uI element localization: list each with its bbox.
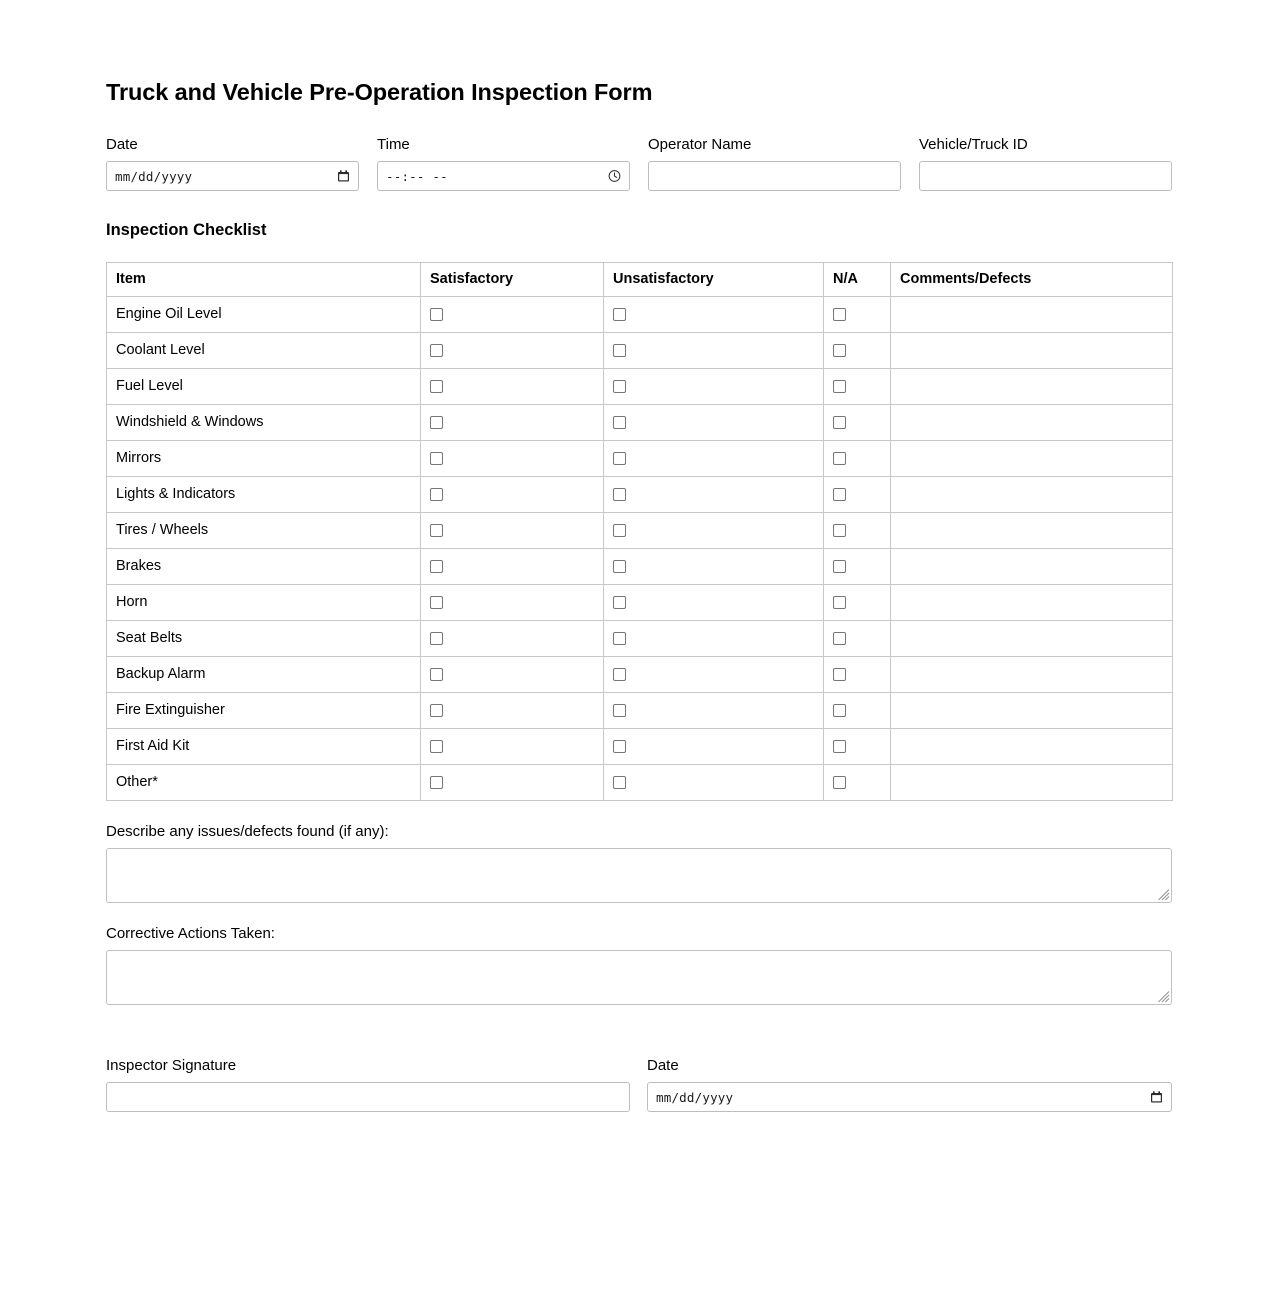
unsatisfactory-checkbox[interactable] — [613, 740, 626, 753]
na-checkbox-cell[interactable] — [824, 657, 891, 693]
checklist-item-label: Mirrors — [107, 441, 421, 477]
na-checkbox[interactable] — [833, 632, 846, 645]
unsatisfactory-checkbox[interactable] — [613, 704, 626, 717]
satisfactory-checkbox[interactable] — [430, 524, 443, 537]
na-checkbox[interactable] — [833, 560, 846, 573]
date-input[interactable] — [106, 161, 359, 191]
signature-date-field — [647, 1057, 1172, 1112]
na-checkbox[interactable] — [833, 488, 846, 501]
checklist-item-label: Engine Oil Level — [107, 297, 421, 333]
unsatisfactory-checkbox-cell[interactable] — [604, 333, 824, 369]
table-row — [107, 585, 1173, 621]
comments-defects-cell[interactable] — [891, 693, 1173, 729]
meta-field-operator-name — [648, 136, 901, 191]
inspector-signature-input[interactable] — [106, 1082, 630, 1112]
unsatisfactory-checkbox-cell[interactable] — [604, 585, 824, 621]
column-header: Unsatisfactory — [604, 263, 824, 297]
satisfactory-checkbox-cell[interactable] — [421, 765, 604, 801]
unsatisfactory-checkbox-cell[interactable] — [604, 657, 824, 693]
calendar-icon[interactable] — [337, 170, 350, 183]
inspection-checklist-table — [106, 262, 1173, 801]
satisfactory-checkbox-cell[interactable] — [421, 405, 604, 441]
satisfactory-checkbox-cell[interactable] — [421, 441, 604, 477]
table-row — [107, 405, 1173, 441]
unsatisfactory-checkbox[interactable] — [613, 488, 626, 501]
unsatisfactory-checkbox[interactable] — [613, 380, 626, 393]
table-row — [107, 693, 1173, 729]
comments-defects-cell[interactable] — [891, 477, 1173, 513]
column-header: Comments/Defects — [891, 263, 1173, 297]
satisfactory-checkbox[interactable] — [430, 776, 443, 789]
textarea-label: Corrective Actions Taken: — [106, 925, 275, 943]
na-checkbox-cell[interactable] — [824, 477, 891, 513]
meta-field-date — [106, 136, 359, 191]
text-input[interactable] — [648, 161, 901, 191]
comments-defects-cell[interactable] — [891, 297, 1173, 333]
meta-field-vehicle-truck-id — [919, 136, 1172, 191]
field-label: Time — [377, 136, 410, 154]
unsatisfactory-checkbox[interactable] — [613, 560, 626, 573]
satisfactory-checkbox[interactable] — [430, 308, 443, 321]
na-checkbox-cell[interactable] — [824, 693, 891, 729]
table-row — [107, 729, 1173, 765]
na-checkbox[interactable] — [833, 596, 846, 609]
checklist-item-label: Windshield & Windows — [107, 405, 421, 441]
checklist-item-label: Tires / Wheels — [107, 513, 421, 549]
na-checkbox-cell[interactable] — [824, 621, 891, 657]
clock-icon[interactable] — [608, 170, 621, 183]
comments-defects-cell[interactable] — [891, 549, 1173, 585]
unsatisfactory-checkbox-cell[interactable] — [604, 621, 824, 657]
satisfactory-checkbox[interactable] — [430, 740, 443, 753]
signature-date-input[interactable] — [647, 1082, 1172, 1112]
satisfactory-checkbox[interactable] — [430, 704, 443, 717]
unsatisfactory-checkbox-cell[interactable] — [604, 693, 824, 729]
time-input[interactable] — [377, 161, 630, 191]
na-checkbox[interactable] — [833, 380, 846, 393]
textarea-label: Describe any issues/defects found (if any): — [106, 823, 389, 841]
comments-defects-cell[interactable] — [891, 765, 1173, 801]
satisfactory-checkbox-cell[interactable] — [421, 369, 604, 405]
section-heading-inspection-checklist: Inspection Checklist — [106, 221, 267, 240]
unsatisfactory-checkbox[interactable] — [613, 632, 626, 645]
checklist-item-label: Lights & Indicators — [107, 477, 421, 513]
unsatisfactory-checkbox-cell[interactable] — [604, 477, 824, 513]
unsatisfactory-checkbox-cell[interactable] — [604, 513, 824, 549]
checklist-item-label: Seat Belts — [107, 621, 421, 657]
table-row — [107, 477, 1173, 513]
checklist-item-label: Backup Alarm — [107, 657, 421, 693]
column-header: Item — [107, 263, 421, 297]
satisfactory-checkbox-cell[interactable] — [421, 297, 604, 333]
satisfactory-checkbox-cell[interactable] — [421, 549, 604, 585]
table-row — [107, 333, 1173, 369]
comments-defects-cell[interactable] — [891, 657, 1173, 693]
satisfactory-checkbox[interactable] — [430, 668, 443, 681]
na-checkbox-cell[interactable] — [824, 441, 891, 477]
column-header: N/A — [824, 263, 891, 297]
unsatisfactory-checkbox[interactable] — [613, 452, 626, 465]
checklist-item-label: Horn — [107, 585, 421, 621]
comments-defects-cell[interactable] — [891, 513, 1173, 549]
checklist-item-label: Brakes — [107, 549, 421, 585]
satisfactory-checkbox[interactable] — [430, 452, 443, 465]
comments-defects-cell[interactable] — [891, 333, 1173, 369]
inspector-signature-field — [106, 1057, 630, 1112]
na-checkbox[interactable] — [833, 740, 846, 753]
unsatisfactory-checkbox-cell[interactable] — [604, 405, 824, 441]
na-checkbox[interactable] — [833, 308, 846, 321]
checklist-item-label: Fire Extinguisher — [107, 693, 421, 729]
satisfactory-checkbox-cell[interactable] — [421, 657, 604, 693]
na-checkbox-cell[interactable] — [824, 513, 891, 549]
comments-defects-cell[interactable] — [891, 369, 1173, 405]
satisfactory-checkbox[interactable] — [430, 488, 443, 501]
satisfactory-checkbox[interactable] — [430, 632, 443, 645]
unsatisfactory-checkbox[interactable] — [613, 416, 626, 429]
na-checkbox-cell[interactable] — [824, 549, 891, 585]
satisfactory-checkbox[interactable] — [430, 560, 443, 573]
checklist-item-label: Other* — [107, 765, 421, 801]
na-checkbox[interactable] — [833, 416, 846, 429]
na-checkbox-cell[interactable] — [824, 333, 891, 369]
field-label: Operator Name — [648, 136, 752, 154]
comments-defects-cell[interactable] — [891, 729, 1173, 765]
table-header — [107, 263, 1173, 297]
table-row — [107, 441, 1173, 477]
satisfactory-checkbox-cell[interactable] — [421, 585, 604, 621]
signature-date-placeholder: mm/dd/yyyy — [656, 1089, 734, 1105]
unsatisfactory-checkbox[interactable] — [613, 668, 626, 681]
na-checkbox[interactable] — [833, 704, 846, 717]
checklist-item-label: Fuel Level — [107, 369, 421, 405]
satisfactory-checkbox-cell[interactable] — [421, 477, 604, 513]
table-row — [107, 765, 1173, 801]
input-placeholder: --:-- -- — [386, 168, 448, 184]
satisfactory-checkbox-cell[interactable] — [421, 693, 604, 729]
table-row — [107, 657, 1173, 693]
signature-row — [106, 1057, 1172, 1112]
table-row — [107, 369, 1173, 405]
na-checkbox-cell[interactable] — [824, 765, 891, 801]
satisfactory-checkbox-cell[interactable] — [421, 729, 604, 765]
na-checkbox[interactable] — [833, 344, 846, 357]
textarea-sections — [106, 823, 1172, 1005]
satisfactory-checkbox[interactable] — [430, 596, 443, 609]
unsatisfactory-checkbox[interactable] — [613, 308, 626, 321]
unsatisfactory-checkbox-cell[interactable] — [604, 729, 824, 765]
satisfactory-checkbox-cell[interactable] — [421, 621, 604, 657]
table-header-row — [107, 263, 1173, 297]
signature-date-label: Date — [647, 1057, 679, 1075]
unsatisfactory-checkbox-cell[interactable] — [604, 549, 824, 585]
na-checkbox[interactable] — [833, 524, 846, 537]
unsatisfactory-checkbox-cell[interactable] — [604, 297, 824, 333]
inspector-signature-label: Inspector Signature — [106, 1057, 237, 1075]
comments-defects-cell[interactable] — [891, 621, 1173, 657]
table-row — [107, 297, 1173, 333]
unsatisfactory-checkbox[interactable] — [613, 524, 626, 537]
na-checkbox[interactable] — [833, 668, 846, 681]
field-label: Date — [106, 136, 138, 154]
unsatisfactory-checkbox-cell[interactable] — [604, 765, 824, 801]
corrective-actions-textarea[interactable] — [106, 950, 1172, 1005]
calendar-icon[interactable] — [1150, 1091, 1163, 1104]
na-checkbox-cell[interactable] — [824, 369, 891, 405]
table-row — [107, 621, 1173, 657]
page-title: Truck and Vehicle Pre-Operation Inspection Form — [106, 79, 653, 105]
text-input[interactable] — [919, 161, 1172, 191]
satisfactory-checkbox[interactable] — [430, 380, 443, 393]
table-body — [107, 297, 1173, 801]
meta-fields-row — [106, 136, 1172, 191]
column-header: Satisfactory — [421, 263, 604, 297]
na-checkbox-cell[interactable] — [824, 585, 891, 621]
table-row — [107, 513, 1173, 549]
comments-defects-cell[interactable] — [891, 585, 1173, 621]
unsatisfactory-checkbox[interactable] — [613, 596, 626, 609]
checklist-item-label: First Aid Kit — [107, 729, 421, 765]
satisfactory-checkbox[interactable] — [430, 416, 443, 429]
satisfactory-checkbox-cell[interactable] — [421, 333, 604, 369]
comments-defects-cell[interactable] — [891, 405, 1173, 441]
unsatisfactory-checkbox-cell[interactable] — [604, 369, 824, 405]
field-label: Vehicle/Truck ID — [919, 136, 1028, 154]
na-checkbox-cell[interactable] — [824, 297, 891, 333]
na-checkbox[interactable] — [833, 452, 846, 465]
table-row — [107, 549, 1173, 585]
na-checkbox[interactable] — [833, 776, 846, 789]
unsatisfactory-checkbox-cell[interactable] — [604, 441, 824, 477]
issues-defects-textarea[interactable] — [106, 848, 1172, 903]
resize-handle-icon[interactable] — [1157, 990, 1170, 1003]
satisfactory-checkbox[interactable] — [430, 344, 443, 357]
comments-defects-cell[interactable] — [891, 441, 1173, 477]
meta-field-time — [377, 136, 630, 191]
satisfactory-checkbox-cell[interactable] — [421, 513, 604, 549]
resize-handle-icon[interactable] — [1157, 888, 1170, 901]
na-checkbox-cell[interactable] — [824, 405, 891, 441]
input-placeholder: mm/dd/yyyy — [115, 168, 193, 184]
unsatisfactory-checkbox[interactable] — [613, 344, 626, 357]
na-checkbox-cell[interactable] — [824, 729, 891, 765]
unsatisfactory-checkbox[interactable] — [613, 776, 626, 789]
checklist-item-label: Coolant Level — [107, 333, 421, 369]
